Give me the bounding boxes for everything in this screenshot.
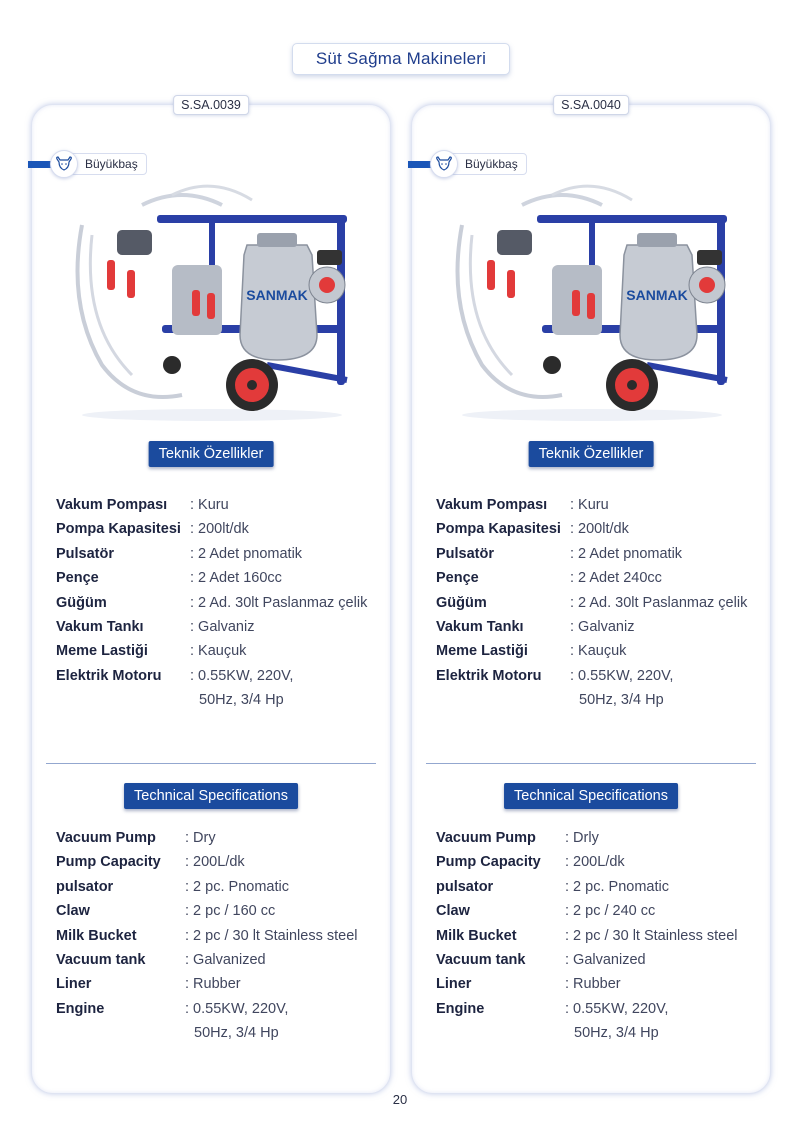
spec-row	[436, 521, 766, 545]
spec-value: : 0.55KW, 220V,	[570, 667, 674, 684]
spec-key: Vacuum Pump	[56, 830, 156, 846]
spec-row	[56, 643, 386, 667]
spec-value: : 200L/dk	[565, 854, 625, 871]
spec-key: Liner	[56, 976, 92, 993]
spec-row	[436, 546, 766, 570]
spec-value: : 2 Ad. 30lt Paslanmaz çelik	[570, 594, 748, 611]
spec-key: Pompa Kapasitesi	[436, 521, 561, 538]
spec-row	[56, 879, 386, 903]
spec-key: Elektrik Motoru	[56, 667, 162, 684]
spec-value-cont: 50Hz, 3/4 Hp	[579, 692, 664, 709]
spec-value: : Kauçuk	[190, 643, 247, 660]
en-specs-list	[436, 830, 766, 1050]
spec-value-cont: 50Hz, 3/4 Hp	[199, 692, 284, 709]
spec-key: Vakum Tankı	[56, 618, 144, 635]
spec-key: pulsator	[56, 878, 114, 895]
tr-specs-list	[436, 497, 766, 717]
spec-value-cont: 50Hz, 3/4 Hp	[574, 1025, 659, 1042]
spec-value: : 0.55KW, 220V,	[185, 1000, 289, 1017]
spec-row	[56, 546, 386, 570]
spec-value: : 0.55KW, 220V,	[190, 667, 294, 684]
spec-key: Pump Capacity	[436, 854, 541, 871]
spec-row	[436, 879, 766, 903]
spec-row	[436, 952, 766, 976]
spec-value: : 2 pc / 30 lt Stainless steel	[565, 927, 738, 944]
spec-value: : Rubber	[565, 976, 621, 993]
en-specs-list	[56, 830, 386, 1050]
svg-text:SANMAK: SANMAK	[246, 287, 308, 303]
tr-specs-list	[56, 497, 386, 717]
spec-row	[436, 903, 766, 927]
spec-key: Pump Capacity	[56, 854, 161, 871]
milking-machine-image	[62, 175, 362, 425]
category-tag	[408, 150, 527, 178]
spec-row	[436, 570, 766, 594]
spec-row-cont	[436, 1025, 766, 1049]
spec-key: Güğüm	[56, 594, 107, 611]
spec-row	[436, 643, 766, 667]
spec-row	[436, 830, 766, 854]
en-specs-heading: Technical Specifications	[504, 783, 678, 809]
spec-value: : Kuru	[570, 497, 609, 513]
spec-row	[56, 976, 386, 1000]
spec-value: : Galvanized	[565, 951, 646, 968]
spec-key: Claw	[436, 903, 470, 920]
spec-row	[436, 928, 766, 952]
spec-key: Vacuum tank	[56, 951, 146, 968]
spec-key: Vacuum tank	[436, 951, 526, 968]
spec-row	[56, 903, 386, 927]
spec-row	[56, 570, 386, 594]
spec-key: Pençe	[436, 570, 479, 587]
spec-row-cont	[56, 692, 386, 716]
spec-row-cont	[436, 692, 766, 716]
cow-head-icon	[430, 150, 458, 178]
spec-value: : Rubber	[185, 976, 241, 993]
section-divider	[426, 763, 756, 764]
spec-row	[56, 521, 386, 545]
spec-value: : 200L/dk	[185, 854, 245, 871]
product-card-2	[411, 98, 771, 1094]
spec-value: : 200lt/dk	[190, 521, 249, 538]
spec-row	[436, 668, 766, 692]
spec-row-cont	[56, 1025, 386, 1049]
spec-row	[436, 619, 766, 643]
spec-key: Pulsatör	[436, 545, 495, 562]
spec-value: : Galvaniz	[190, 618, 255, 635]
spec-key: pulsator	[436, 878, 494, 895]
tr-specs-heading: Teknik Özellikler	[529, 441, 654, 467]
spec-key: Meme Lastiği	[436, 643, 528, 660]
spec-row	[56, 595, 386, 619]
category-accent-bar	[408, 161, 432, 168]
spec-key: Vakum Pompası	[56, 497, 168, 513]
section-divider	[46, 763, 376, 764]
spec-key: Milk Bucket	[56, 927, 137, 944]
spec-row	[436, 1001, 766, 1025]
spec-value: : 2 pc. Pnomatic	[185, 878, 289, 895]
spec-row	[56, 854, 386, 878]
spec-key: Liner	[436, 976, 472, 993]
spec-value: : 200lt/dk	[570, 521, 629, 538]
spec-key: Engine	[436, 1000, 485, 1017]
spec-value: : Galvaniz	[570, 618, 635, 635]
spec-row	[436, 595, 766, 619]
spec-row	[436, 854, 766, 878]
spec-key: Vakum Tankı	[436, 618, 524, 635]
spec-key: Pompa Kapasitesi	[56, 521, 181, 538]
spec-key: Vacuum Pump	[436, 830, 536, 846]
spec-value: : 2 Adet 160cc	[190, 570, 282, 587]
spec-key: Engine	[56, 1000, 105, 1017]
page-number: 20	[392, 1092, 408, 1107]
spec-key: Elektrik Motoru	[436, 667, 542, 684]
spec-value: : 2 Adet pnomatik	[190, 545, 303, 562]
spec-key: Milk Bucket	[436, 927, 517, 944]
spec-row	[56, 952, 386, 976]
milking-machine-image	[442, 175, 742, 425]
spec-value: : 2 Ad. 30lt Paslanmaz çelik	[190, 594, 368, 611]
spec-value: : 2 pc / 160 cc	[185, 903, 276, 920]
spec-key: Güğüm	[436, 594, 487, 611]
spec-value-cont: 50Hz, 3/4 Hp	[194, 1025, 279, 1042]
spec-value: : 0.55KW, 220V,	[565, 1000, 669, 1017]
spec-key: Claw	[56, 903, 90, 920]
spec-row	[56, 668, 386, 692]
category-label: Büyükbaş	[446, 153, 527, 175]
spec-row	[56, 619, 386, 643]
spec-value: : 2 pc / 240 cc	[565, 903, 656, 920]
tr-specs-heading: Teknik Özellikler	[149, 441, 274, 467]
product-card-1	[31, 98, 391, 1094]
spec-row	[56, 830, 386, 854]
spec-value: : Galvanized	[185, 951, 266, 968]
spec-key: Pulsatör	[56, 545, 115, 562]
spec-value: : 2 Adet pnomatik	[570, 545, 683, 562]
svg-text:SANMAK: SANMAK	[626, 287, 688, 303]
spec-key: Pençe	[56, 570, 99, 587]
spec-value: : Dry	[185, 830, 216, 846]
page-title: Süt Sağma Makineleri	[292, 43, 510, 75]
category-accent-bar	[28, 161, 52, 168]
spec-key: Vakum Pompası	[436, 497, 548, 513]
spec-value: : 2 pc / 30 lt Stainless steel	[185, 927, 358, 944]
category-label: Büyükbaş	[66, 153, 147, 175]
spec-value: : 2 pc. Pnomatic	[565, 878, 669, 895]
spec-value: : Kuru	[190, 497, 229, 513]
spec-row	[436, 497, 766, 521]
product-code: S.SA.0039	[173, 95, 249, 115]
spec-row	[56, 1001, 386, 1025]
category-tag	[28, 150, 147, 178]
spec-value: : Kauçuk	[570, 643, 627, 660]
spec-key: Meme Lastiği	[56, 643, 148, 660]
spec-value: : 2 Adet 240cc	[570, 570, 662, 587]
en-specs-heading: Technical Specifications	[124, 783, 298, 809]
product-code: S.SA.0040	[553, 95, 629, 115]
spec-row	[56, 928, 386, 952]
spec-value: : Drly	[565, 830, 599, 846]
spec-row	[436, 976, 766, 1000]
cow-head-icon	[50, 150, 78, 178]
spec-row	[56, 497, 386, 521]
